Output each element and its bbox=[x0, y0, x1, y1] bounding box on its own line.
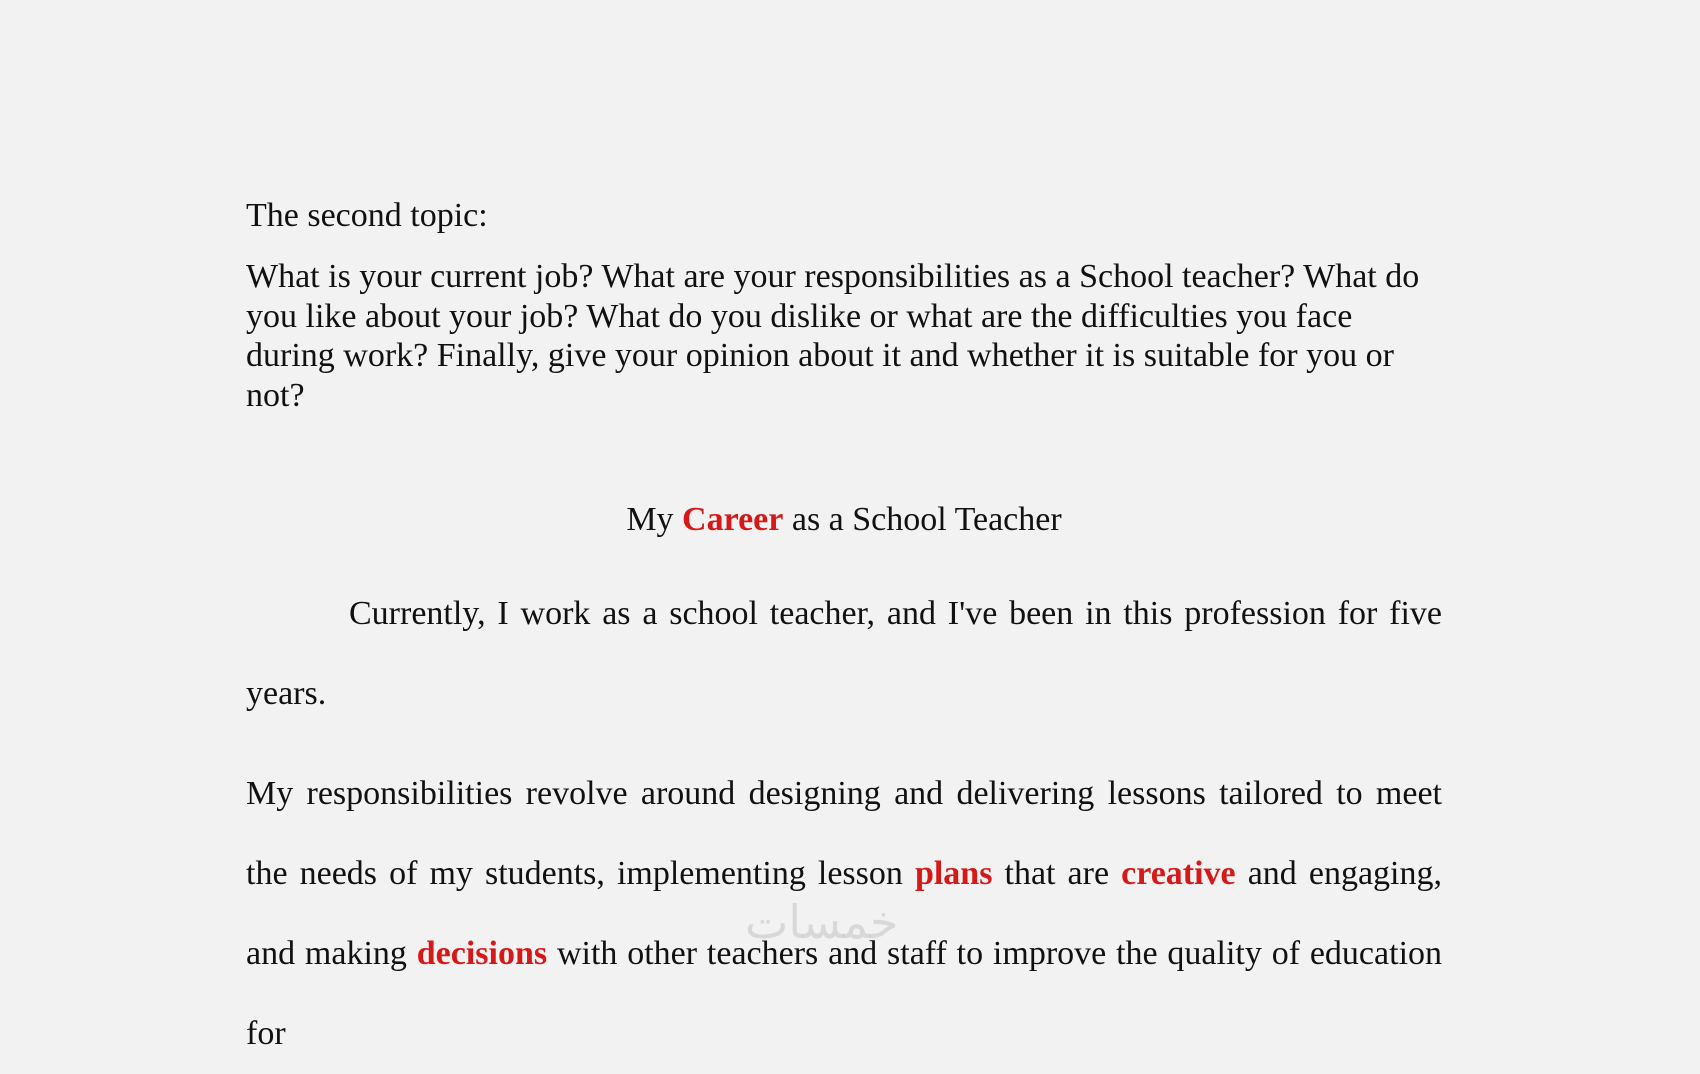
paragraph-text: with other teachers and staff to improve the quality of education for bbox=[246, 935, 1443, 1052]
paragraph-text: and engaging, and making bbox=[246, 855, 1442, 972]
watermark-logo: خمسات bbox=[745, 895, 899, 949]
highlight-word-plans: plans bbox=[914, 855, 993, 892]
highlight-word-decisions: decisions bbox=[416, 935, 548, 972]
topic-heading: The second topic: bbox=[246, 197, 488, 234]
topic-question: What is your current job? What are your responsibilities as a School teacher? What do you like about your job? What do you dislike or what are the difficulties you face during work? Finally, give your opinion about it and whether it is suitable for you or not? bbox=[246, 258, 1420, 414]
paragraph-text: that are bbox=[992, 855, 1122, 892]
paragraph-text: My responsibilities revolve around designing and delivering lessons tailored to meet the needs of my students, implementing lesson bbox=[246, 775, 1442, 892]
essay-title bbox=[246, 500, 1442, 540]
paragraph-current-job: Currently, I work as a school teacher, and I've been in this profession for five years. bbox=[246, 595, 1442, 712]
title-prefix: My bbox=[626, 501, 683, 538]
title-suffix: as a School Teacher bbox=[783, 501, 1062, 538]
highlight-word-creative: creative bbox=[1121, 855, 1236, 892]
title-highlight-word: Career bbox=[682, 501, 784, 538]
